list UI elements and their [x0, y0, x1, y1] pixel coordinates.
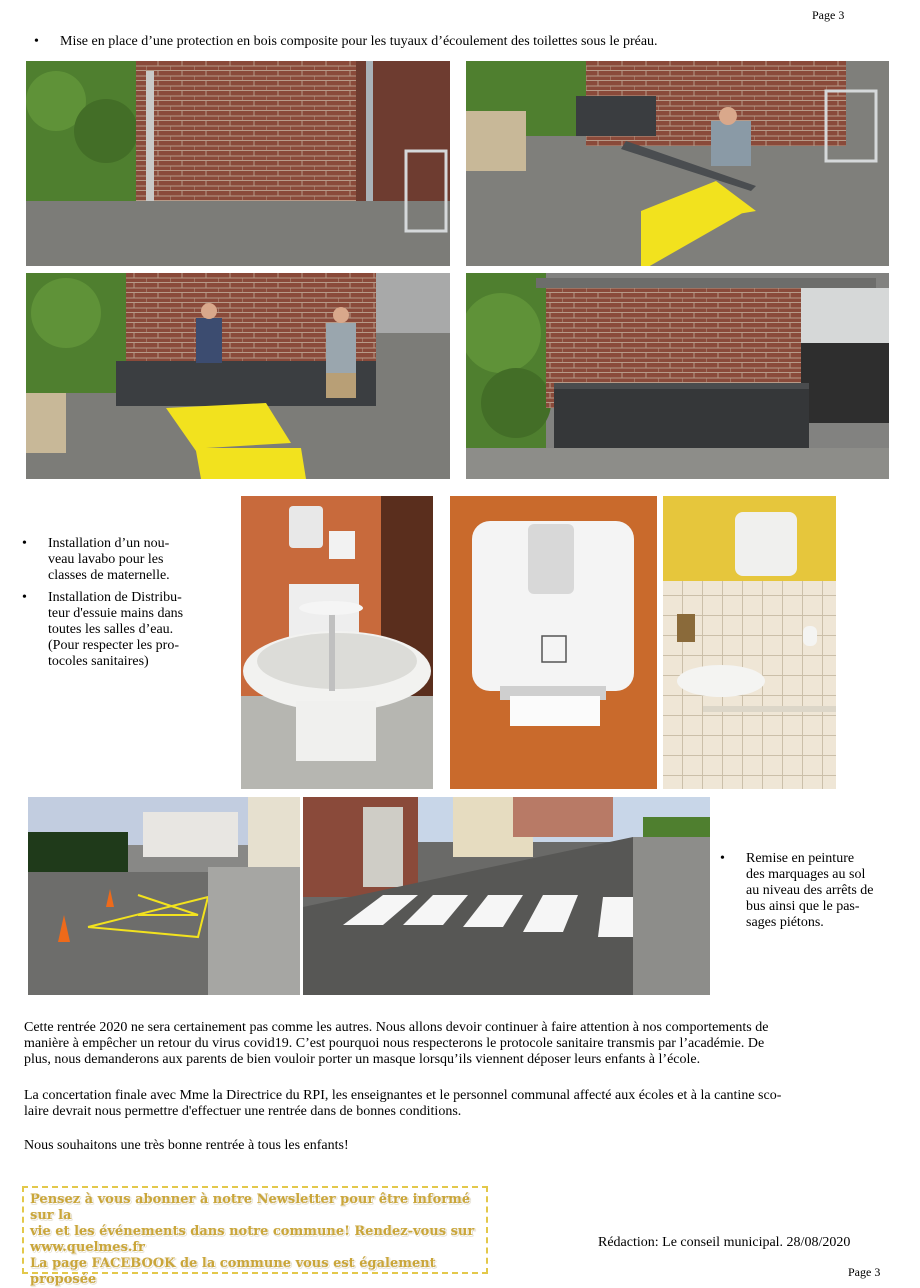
bullet-dot: • — [34, 34, 39, 49]
photo-finished-box — [466, 273, 889, 479]
photo-round-sink — [241, 496, 433, 789]
bullet-line: veau lavabo pour les — [48, 552, 164, 567]
paragraph-line: La concertation finale avec Mme la Directrice du RPI, les enseignantes et le personnel communal affecté aux écoles et à la cantine sco- — [24, 1088, 782, 1103]
bullet-dot: • — [22, 536, 27, 551]
bullet-line: tocoles sanitaires) — [48, 654, 149, 669]
photo-road-marking-bus-stop — [28, 797, 300, 995]
page-number-top: Page 3 — [812, 8, 845, 22]
bullet-line: au niveau des arrêts de — [746, 883, 874, 898]
newsletter-line: Pensez à vous abonner à notre Newsletter pour être informé sur la — [30, 1192, 471, 1223]
photo-towel-dispenser — [450, 496, 657, 789]
bullet-line: Installation d’un nou- — [48, 536, 170, 551]
bullet-line: sages piétons. — [746, 915, 824, 930]
photo-installation-workers — [26, 273, 450, 479]
newsletter-line: vie et les événements dans notre commune! Rendez-vous sur — [30, 1224, 475, 1239]
photo-assembly-yellow — [466, 61, 889, 266]
bullet-line: des marquages au sol — [746, 867, 866, 882]
bullet-line: Installation de Distribu- — [48, 590, 182, 605]
bullet-line: teur d'essuie mains dans — [48, 606, 184, 621]
paragraph-concertation — [24, 1088, 896, 1120]
photo-wall-sink — [663, 496, 836, 789]
bullet-line: classes de maternelle. — [48, 568, 170, 583]
bullet-line: toutes les salles d’eau. — [48, 622, 174, 637]
paragraph-line: Cette rentrée 2020 ne sera certainement pas comme les autres. Nous allons devoir continuer à faire attention à nos comportements de — [24, 1020, 769, 1035]
bullet-composite-protection — [34, 34, 894, 50]
bullet-line: Remise en peinture — [746, 851, 855, 866]
page-number-bottom: Page 3 — [848, 1265, 881, 1279]
signature: Rédaction: Le conseil municipal. 28/08/2020 — [598, 1235, 851, 1250]
newsletter-link[interactable]: www.quelmes.fr — [30, 1240, 145, 1255]
bullet-road-markings — [720, 851, 900, 933]
paragraph-line: laire devrait nous permettre d'effectuer une rentrée dans de bonnes conditions. — [24, 1104, 462, 1119]
bullet-towel-dispenser — [22, 590, 222, 672]
paragraph-line: manière à empêcher un retour du virus covid19. C’est pourquoi nous respecterons le protocole sanitaire transmis par l’académie. De — [24, 1036, 765, 1051]
photo-wall-pipes — [26, 61, 450, 266]
bullet-dot: • — [22, 590, 27, 605]
paragraph-line: Nous souhaitons une très bonne rentrée à tous les enfants! — [24, 1138, 349, 1153]
bullet-text: Mise en place d’une protection en bois composite pour les tuyaux d’écoulement des toilettes sous le préau. — [60, 34, 658, 49]
bullet-new-sink — [22, 536, 222, 584]
photo-pedestrian-crossing — [303, 797, 710, 995]
bullet-line: bus ainsi que le pas- — [746, 899, 860, 914]
paragraph-rentree — [24, 1020, 896, 1068]
paragraph-line: plus, nous demanderons aux parents de bien vouloir porter un masque lorsqu’ils viennent déposer leurs enfants à l’école. — [24, 1052, 701, 1067]
newsletter-line: La page FACEBOOK de la commune vous est également proposée — [30, 1256, 436, 1287]
bullet-dot: • — [720, 851, 725, 866]
bullet-line: (Pour respecter les pro- — [48, 638, 180, 653]
paragraph-souhaits — [24, 1138, 896, 1154]
newsletter-box — [22, 1186, 488, 1287]
